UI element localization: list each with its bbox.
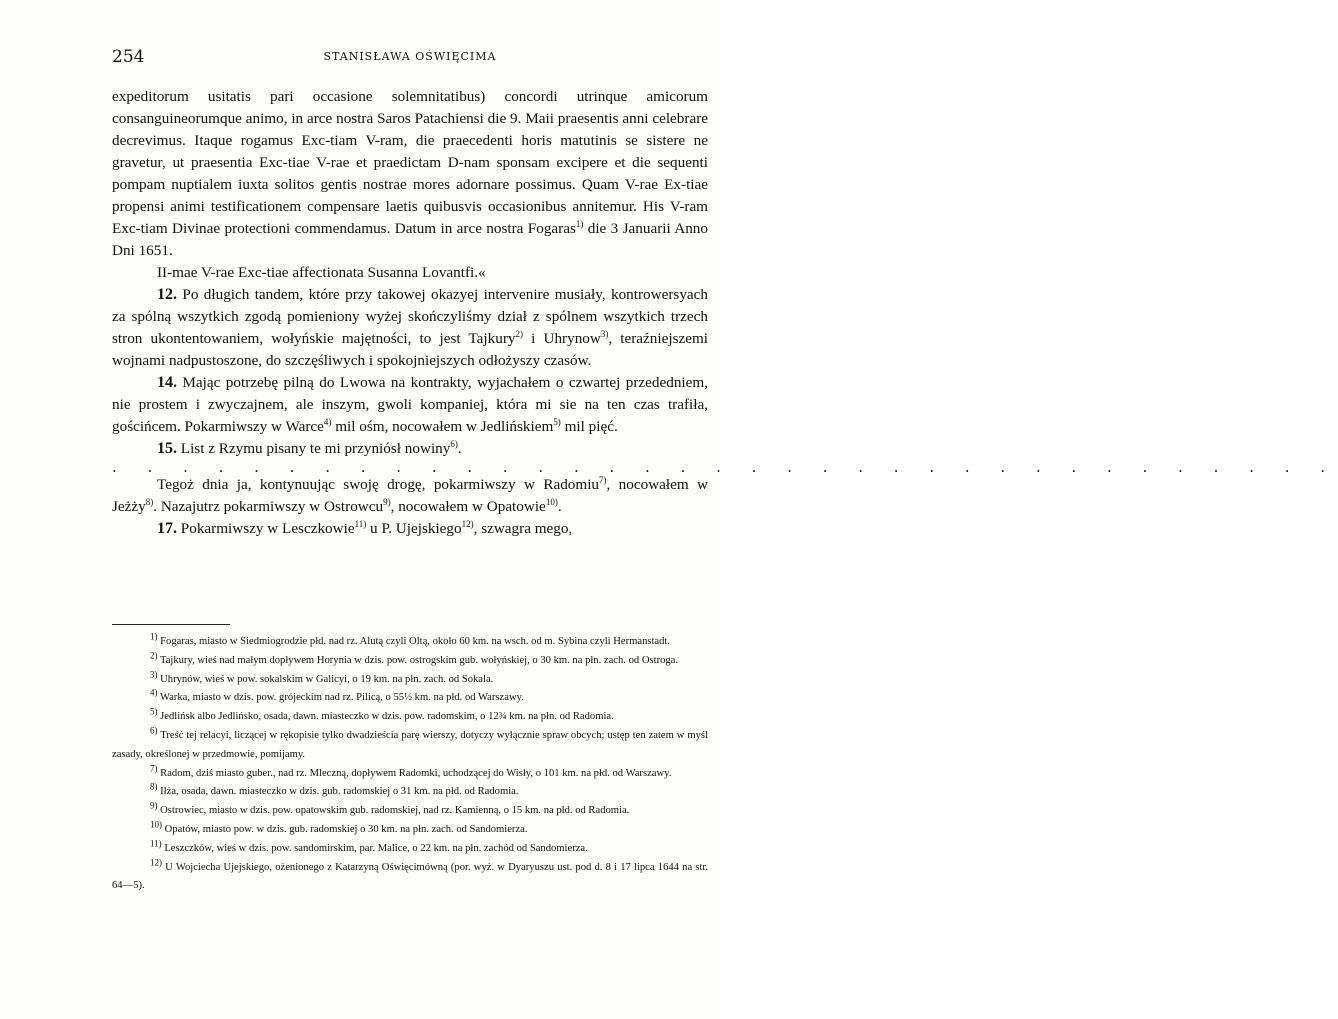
footnote: $^{3)}$ Uhrynów, wieś w pow. sokalskim w Galicyi, o 19 km. na płn. zach. od Sokala.: [150, 669, 494, 685]
section-number: 15.: [157, 440, 177, 457]
footnote-mark: 2): [150, 650, 158, 661]
footnote-ref: 10): [545, 496, 558, 507]
footnote: $^{5)}$ Jedlińsk albo Jedlińsko, osada, dawn. miasteczko w dzis. pow. radomskim, o 12¾ km. na płn. od Radomia.: [150, 706, 614, 723]
footnote-ref: 12): [461, 518, 474, 529]
running-head: STANISŁAWA OŚWIĘCIMA: [323, 50, 497, 63]
footnote-ref: 3): [600, 328, 609, 339]
footnote-divider: [112, 624, 230, 625]
footnote: $^{6)}$ Treść tej relacyi, liczącej w rękopisie tylko dwadzieścia parę wierszy, dotyczy wyłącznie spraw obcych; ustęp ten zatem w myśl zasady, określonej w przedmowie, pomijamy.: [112, 725, 708, 760]
section-number: 12.: [157, 286, 177, 303]
footnote: $^{12)}$ U Wojciecha Ujejskiego, ożenionego z Katarzyną Oświęcimówną (por. wyż. w Dyaryuszu ust. pod d. 8 i 17 lipca 1644 na str. 64—5).: [112, 857, 708, 892]
footnote-mark: 11): [150, 838, 162, 849]
section-12: 12. Po długich tandem, które przy takowej okazyej intervenire musiały, kontrowersyach za spólną wszytkich zgodą pomieniony wyżej skończyliśmy dział z spólnem wszytkich trzech stron ukontentowaniem, wołyńskie majętności, to jest Tajkury$^{2)}$ i Uhrynow$^{3)}$, teraźniejszemi wojnami nadpustoszone, do szczęśliwych i spokojniejszych odłożyszy czasów.: [112, 286, 708, 369]
footnote: $^{8)}$ Iłża, osada, dawn. miasteczko w dzis. gub. radomskiej o 31 km. na płd. od Radomia.: [150, 781, 519, 798]
footnote-mark: 4): [150, 687, 158, 698]
footnote-ref: 9): [383, 496, 391, 507]
footnote-ref: 4): [323, 416, 332, 427]
footnote-mark: 7): [150, 763, 158, 774]
footnote-mark: 3): [150, 669, 158, 680]
footnote-mark: 12): [150, 857, 162, 868]
footnote-mark: 6): [150, 725, 158, 736]
section-number: 14.: [157, 374, 177, 391]
footnote-ref: 7): [599, 474, 607, 485]
footnote: $^{7)}$ Radom, dziś miasto guber., nad rz. Mleczną, dopływem Radomki, uchodzącej do Wisły, o 101 km. na płd. od Warszawy.: [150, 763, 672, 779]
footnotes: [112, 633, 708, 896]
footnote-mark: 1): [150, 631, 158, 642]
footnote-ref: 8): [145, 496, 154, 507]
section-17: 17. Pokarmiwszy w Lesczkowie$^{11)}$ u P. Ujejskiego$^{12)}$, szwagra mego,: [157, 518, 573, 537]
footnote-ref: 5): [553, 416, 561, 427]
footnote: $^{4)}$ Warka, miasto w dzis. pow. grójeckim nad rz. Pilicą, o 55½ km. na płd. od Warszawy.: [150, 687, 524, 704]
section-number: 17.: [157, 520, 177, 537]
footnote-mark: 5): [150, 706, 158, 717]
section-16: Tegoż dnia ja, kontynuując swoję drogę, pokarmiwszy w Radomiu$^{7)}$, nocowałem w Jeżży$^{8)}$. Nazajutrz pokarmiwszy w Ostrowcu$^{9)}$, nocowałem w Opatowie$^{10)}$.: [112, 474, 708, 515]
page-header: [112, 47, 708, 69]
main-text: [112, 86, 1338, 540]
footnote: $^{1)}$ Fogaras, miasto w Siedmiogrodzie płd. nad rz. Alutą czyli Oltą, około 60 km. na wsch. od m. Sybina czyli Hermanstadt.: [150, 631, 671, 647]
footnote-ref: 6): [450, 438, 458, 449]
footnote-ref: 2): [515, 328, 523, 339]
footnote-mark: 10): [150, 819, 162, 830]
footnote-ref: 1): [575, 218, 584, 229]
omission-dots: . . . . . . . . . . . . . . . . . . . . . . . . . . . . . . . . . . .: [112, 458, 1338, 476]
footnote-mark: 9): [150, 800, 158, 811]
letter-signature: II-mae V-rae Exc-tiae affectionata Susanna Lovantfi.«: [157, 264, 486, 281]
page-number: 254: [112, 47, 145, 67]
footnote-ref: 11): [354, 518, 367, 529]
section-15: 15. List z Rzymu pisany te mi przyniósł nowiny$^{6)}$.: [157, 438, 462, 457]
footnote-mark: 8): [150, 781, 158, 792]
footnote: $^{9)}$ Ostrowiec, miasto w dzis. pow. opatowskim gub. radomskiej, nad rz. Kamienną, o 15 km. na płd. od Radomia.: [150, 800, 630, 817]
footnote: $^{11)}$ Leszczków, wieś w dzis. pow. sandomirskim, par. Malice, o 22 km. na płn. zachód od Sandomierza.: [150, 838, 588, 854]
section-14: 14. Mając potrzebę pilną do Lwowa na kontrakty, wyjachałem o czwartej przededniem, nie prostem i zwyczajnem, ale inszym, gwoli kompaniej, która mi sie na ten czas trafiła, gościńcem. Pokarmiwszy w Warce$^{4)}$ mil ośm, nocowałem w Jedlińskiem$^{5)}$ mil pięć.: [112, 374, 708, 435]
footnote: $^{10)}$ Opatów, miasto pow. w dzis. gub. radomskiej o 30 km. na płn. zach. od Sandomierza.: [150, 819, 528, 835]
footnote: $^{2)}$ Tajkury, wieś nad małym dopływem Horynia w dzis. pow. ostrogskim gub. wołyńskiej, o 30 km. na płn. zach. od Ostroga.: [150, 650, 679, 666]
paragraph-letter-continuation: expeditorum usitatis pari occasione solemnitatibus) concordi utrinque amicorum consanguineorumque animo, in arce nostra Saros Patachiensi die 9. Maii praesentis anni celebrare decrevimus. Itaque rogamus Exc-tiam V-ram, die praecedenti horis matutinis se sistere ne gravetur, ut praesentia Exc-tiae V-rae et praedictam D-nam sponsam excipere et die sequenti pompam nuptialem iuxta solitos gentis nostrae mores adornare possimus. Quam V-rae Ex-tiae propensi animi testificationem compensare laetis quibusvis occasionibus annitemur. His V-ram Exc-tiam Divinae protectioni commendamus. Datum in arce nostra Fogaras$^{1)}$ die 3 Januarii Anno Dni 1651.: [112, 88, 708, 259]
